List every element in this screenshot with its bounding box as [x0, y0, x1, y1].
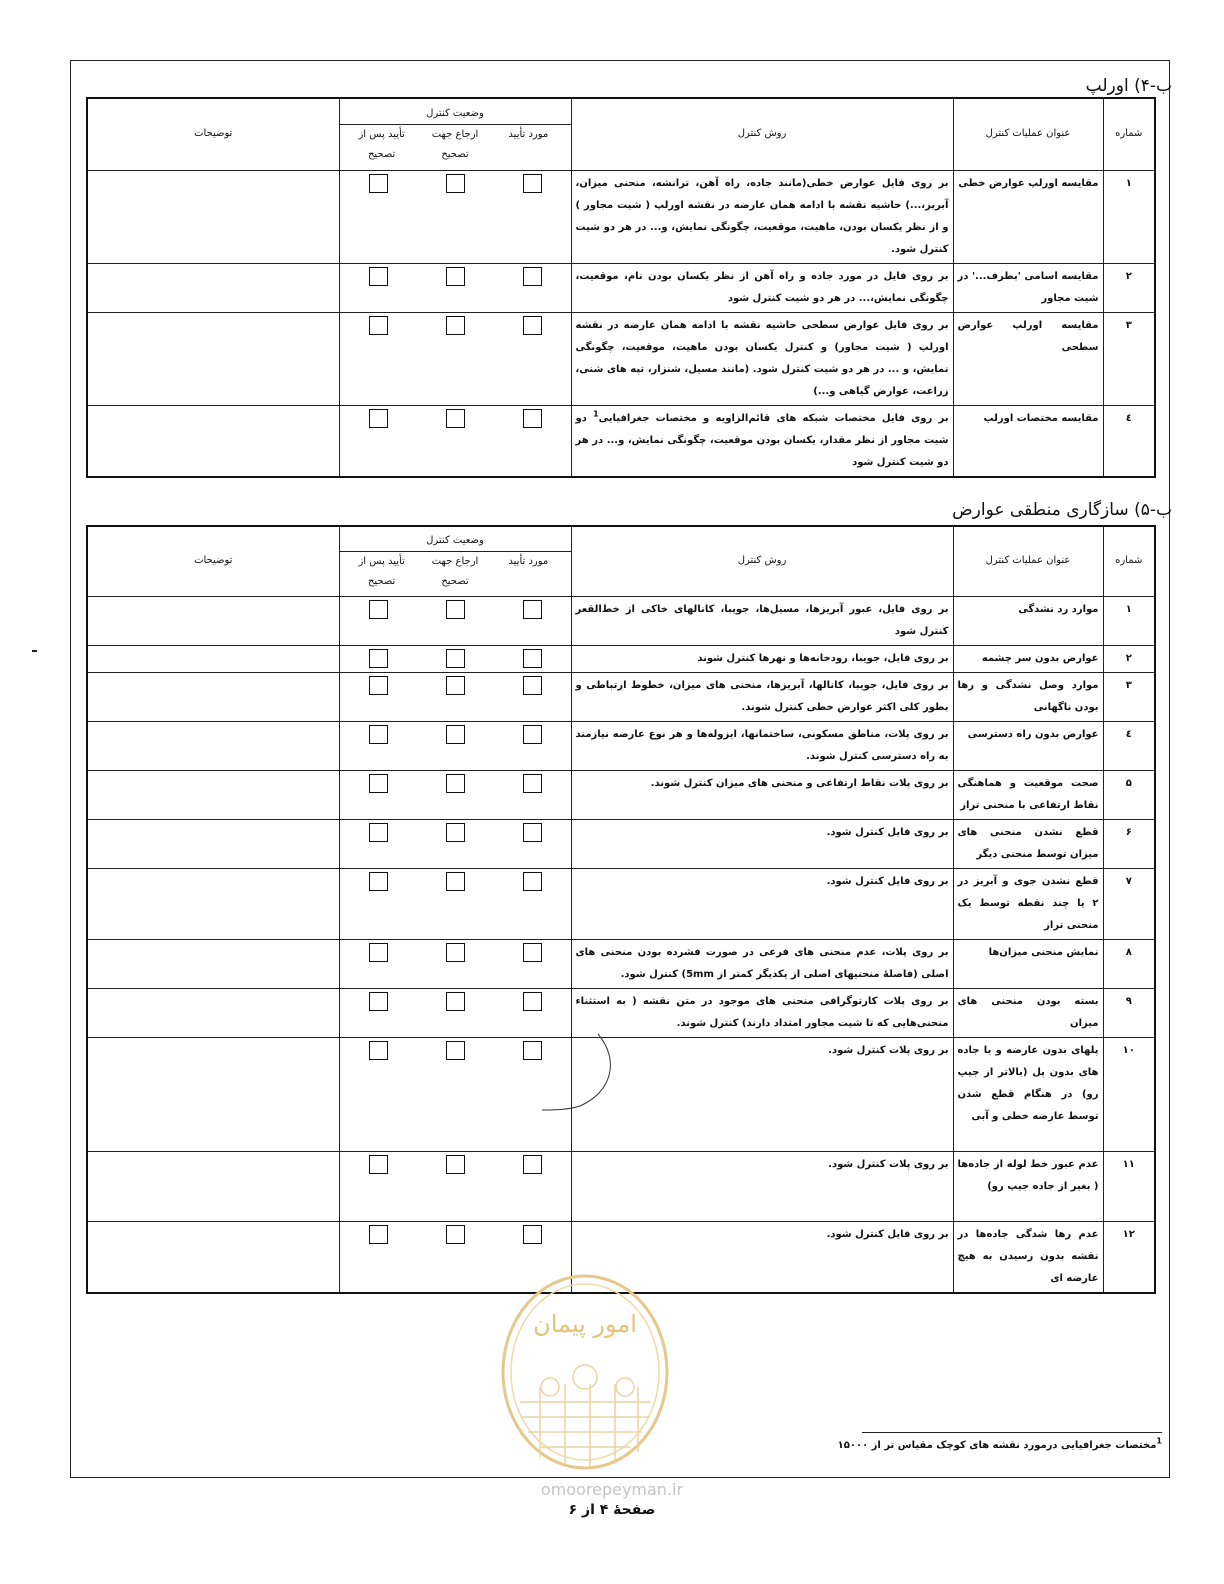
return-checkbox[interactable] — [446, 1225, 465, 1244]
return-checkbox[interactable] — [446, 174, 465, 193]
site-watermark: omoorepeyman.ir — [540, 1480, 684, 1499]
row-number: ۸ — [1103, 939, 1155, 988]
table-row — [87, 868, 1155, 939]
footnote-text: مختصات جغرافیایی درمورد نقشه های کوچک مقیاس تر از ۱۵۰۰۰ — [837, 1440, 1157, 1451]
after-correction-checkbox[interactable] — [369, 943, 388, 962]
header-status-label: وضعیت کنترل — [340, 531, 571, 552]
table-row — [87, 819, 1155, 868]
approved-checkbox[interactable] — [523, 872, 542, 891]
return-checkbox[interactable] — [446, 823, 465, 842]
row-number: ۳ — [1103, 312, 1155, 405]
row-method: بر روی فایل کنترل شود. — [571, 819, 953, 868]
approved-checkbox[interactable] — [523, 774, 542, 793]
seal-text: امور پیمان — [533, 1310, 637, 1338]
row-title: عدم رها شدگی جاده‌ها در نقشه بدون رسیدن به هیچ عارضه ای — [953, 1221, 1103, 1293]
row-notes[interactable] — [87, 672, 339, 721]
row-status — [339, 1151, 571, 1221]
row-notes[interactable] — [87, 819, 339, 868]
row-status — [339, 596, 571, 645]
footnote-mark: 1 — [1156, 1436, 1162, 1446]
row-method: بر روی پلات کنترل شود. — [571, 1151, 953, 1221]
after-correction-checkbox[interactable] — [369, 1155, 388, 1174]
header-number: شماره — [1103, 98, 1155, 170]
row-number: ۲ — [1103, 645, 1155, 672]
return-checkbox[interactable] — [446, 649, 465, 668]
after-correction-checkbox[interactable] — [369, 267, 388, 286]
row-status — [339, 1037, 571, 1151]
header-approved: مورد تأیید — [508, 555, 549, 567]
approved-checkbox[interactable] — [523, 823, 542, 842]
row-status — [339, 868, 571, 939]
approved-checkbox[interactable] — [523, 267, 542, 286]
row-title: پلهای بدون عارضه و یا جاده های بدون پل (بالاتر از جیپ رو) در هنگام قطع شدن توسط عارضه خطی و آبی — [953, 1037, 1103, 1151]
row-notes[interactable] — [87, 1037, 339, 1151]
header-method: روش کنترل — [571, 98, 953, 170]
row-number: ٤ — [1103, 721, 1155, 770]
after-correction-checkbox[interactable] — [369, 600, 388, 619]
table-row — [87, 939, 1155, 988]
row-status — [339, 939, 571, 988]
header-status-sub — [340, 125, 571, 165]
pen-scribble — [540, 1030, 620, 1120]
row-status — [339, 672, 571, 721]
after-correction-checkbox[interactable] — [369, 992, 388, 1011]
header-title: عنوان عملیات کنترل — [953, 98, 1103, 170]
header-return: ارجاع جهت تصحیح — [431, 128, 479, 160]
after-correction-checkbox[interactable] — [369, 1225, 388, 1244]
approved-checkbox[interactable] — [523, 943, 542, 962]
row-method: بر روی فایل، جویبا، رودخانه‌ها و نهرها کنترل شوند — [571, 645, 953, 672]
row-number: ۱۲ — [1103, 1221, 1155, 1293]
row-notes[interactable] — [87, 770, 339, 819]
return-checkbox[interactable] — [446, 725, 465, 744]
row-title: مقایسه اورلپ عوارض سطحی — [953, 312, 1103, 405]
row-method: بر روی پلات، مناطق مسکونی، ساختمانها، ایزوله‌ها و هر نوع عارضه نیازمند به راه دسترسی کنترل شوند. — [571, 721, 953, 770]
header-number: شماره — [1103, 526, 1155, 596]
row-method-part: بر روی فایل مختصات شبکه های قائم‌الزاویه و مختصات جغرافیایی — [598, 412, 949, 424]
row-notes[interactable] — [87, 988, 339, 1037]
approved-checkbox[interactable] — [523, 409, 542, 428]
approved-checkbox[interactable] — [523, 725, 542, 744]
table-header-row — [87, 98, 1155, 170]
row-method: بر روی فایل، جویبا، کانالها، آبریزها، منحنی های میزان، خطوط ارتباطی و بطور کلی اکثر عوارض خطی کنترل شوند. — [571, 672, 953, 721]
row-number: ۱۱ — [1103, 1151, 1155, 1221]
footnote-reference: 1 — [593, 409, 599, 419]
approved-checkbox[interactable] — [523, 600, 542, 619]
header-notes: توضیحات — [87, 98, 339, 170]
after-correction-checkbox[interactable] — [369, 316, 388, 335]
return-checkbox[interactable] — [446, 600, 465, 619]
after-correction-checkbox[interactable] — [369, 774, 388, 793]
row-number: ۱ — [1103, 596, 1155, 645]
header-after: تأیید پس از تصحیح — [358, 555, 405, 587]
page-number: صفحهٔ ۴ از ۶ — [568, 1502, 656, 1518]
after-correction-checkbox[interactable] — [369, 872, 388, 891]
row-notes[interactable] — [87, 263, 339, 312]
row-status — [339, 170, 571, 263]
row-method — [571, 405, 953, 477]
row-method: بر روی پلات کنترل شود. — [571, 1037, 953, 1151]
table-row — [87, 721, 1155, 770]
row-method: بر روی فایل در مورد جاده و راه آهن از نظر یکسان بودن نام، موقعیت، چگونگی نمایش،... در هر دو شیت کنترل شود — [571, 263, 953, 312]
return-checkbox[interactable] — [446, 872, 465, 891]
row-notes[interactable] — [87, 1151, 339, 1221]
row-title: مقایسه اسامی 'بطرف...' در شیت مجاور — [953, 263, 1103, 312]
row-title: صحت موقعیت و هماهنگی نقاط ارتفاعی با منحنی تراز — [953, 770, 1103, 819]
after-correction-checkbox[interactable] — [369, 725, 388, 744]
header-status-sub — [340, 552, 571, 592]
row-status — [339, 988, 571, 1037]
row-title: قطع نشدن جوی و آبریز در ۲ یا چند نقطه توسط یک منحنی تراز — [953, 868, 1103, 939]
return-checkbox[interactable] — [446, 409, 465, 428]
row-title: بسته بودن منحنی های میزان — [953, 988, 1103, 1037]
header-status-label: وضعیت کنترل — [340, 104, 571, 125]
header-return: ارجاع جهت تصحیح — [431, 555, 479, 587]
row-method: بر روی پلات کارتوگرافی منحنی های موجود در متن نقشه ( به استثناء منحنی‌هایی که تا شیت مجاور امتداد دارند) کنترل شوند. — [571, 988, 953, 1037]
footnote-separator — [862, 1432, 1162, 1433]
row-title: مقایسه مختصات اورلپ — [953, 405, 1103, 477]
row-status — [339, 770, 571, 819]
row-status — [339, 721, 571, 770]
row-notes[interactable] — [87, 170, 339, 263]
row-status — [339, 645, 571, 672]
return-checkbox[interactable] — [446, 1155, 465, 1174]
after-correction-checkbox[interactable] — [369, 409, 388, 428]
footnote — [837, 1436, 1162, 1451]
logical-consistency-table — [86, 525, 1156, 1294]
row-title: نمایش منحنی میزان‌ها — [953, 939, 1103, 988]
margin-mark — [32, 650, 37, 652]
row-method: بر روی فایل کنترل شود. — [571, 1221, 953, 1293]
approved-checkbox[interactable] — [523, 1155, 542, 1174]
return-checkbox[interactable] — [446, 992, 465, 1011]
return-checkbox[interactable] — [446, 316, 465, 335]
row-status — [339, 312, 571, 405]
approved-checkbox[interactable] — [523, 1225, 542, 1244]
header-notes: توضیحات — [87, 526, 339, 596]
header-status — [339, 526, 571, 596]
row-method: بر روی فایل عوارض سطحی حاشیه نقشه با ادامه همان عارضه در نقشه اورلپ ( شیت مجاور) و کنترل یکسان بودن ماهیت، موقعیت، چگونگی نمایش، و ... در هر دو شیت کنترل شود. (مانند مسیل، شنزار، تپه های شنی، زراعت، عوارض گیاهی و...) — [571, 312, 953, 405]
return-checkbox[interactable] — [446, 1041, 465, 1060]
row-title: قطع نشدن منحنی های میزان توسط منحنی دیگر — [953, 819, 1103, 868]
row-notes[interactable] — [87, 868, 339, 939]
row-title: عدم عبور خط لوله از جاده‌ها ( بغیر از جاده جیپ رو) — [953, 1151, 1103, 1221]
row-notes[interactable] — [87, 645, 339, 672]
approved-checkbox[interactable] — [523, 676, 542, 695]
row-notes[interactable] — [87, 312, 339, 405]
header-status — [339, 98, 571, 170]
seal-watermark — [500, 1272, 670, 1472]
header-title: عنوان عملیات کنترل — [953, 526, 1103, 596]
section-title-overlap: ب-۴) اورلپ — [1085, 76, 1172, 96]
row-method: بر روی پلات نقاط ارتفاعی و منحنی های میزان کنترل شوند. — [571, 770, 953, 819]
row-number: ۱۰ — [1103, 1037, 1155, 1151]
table-row — [87, 1151, 1155, 1221]
after-correction-checkbox[interactable] — [369, 823, 388, 842]
table-row — [87, 596, 1155, 645]
return-checkbox[interactable] — [446, 676, 465, 695]
table-row — [87, 312, 1155, 405]
table-header-row — [87, 526, 1155, 596]
row-number: ۶ — [1103, 819, 1155, 868]
row-method: بر روی فایل عوارض خطی(مانند جاده، راه آهن، ترانشه، منحنی میزان، آبریز،...) حاشیه نقشه با ادامه همان عارضه در نقشه اورلپ ( شیت مجاور ) و از نظر یکسان بودن، ماهیت، موقعیت، چگونگی نمایش، و... در هر دو شیت کنترل شود. — [571, 170, 953, 263]
after-correction-checkbox[interactable] — [369, 649, 388, 668]
row-number: ٤ — [1103, 405, 1155, 477]
approved-checkbox[interactable] — [523, 1041, 542, 1060]
approved-checkbox[interactable] — [523, 649, 542, 668]
row-notes[interactable] — [87, 1221, 339, 1293]
return-checkbox[interactable] — [446, 774, 465, 793]
row-number: ۲ — [1103, 263, 1155, 312]
table-row — [87, 672, 1155, 721]
row-method-part: دو شیت مجاور از نظر مقدار، یکسان بودن موقعیت، چگونگی نمایش، و... در هر دو شیت کنترل شود — [575, 412, 949, 468]
table-row — [87, 263, 1155, 312]
header-approved: مورد تأیید — [508, 128, 549, 140]
return-checkbox[interactable] — [446, 267, 465, 286]
after-correction-checkbox[interactable] — [369, 676, 388, 695]
row-notes[interactable] — [87, 939, 339, 988]
row-number: ۹ — [1103, 988, 1155, 1037]
row-title: عوارض بدون راه دسترسی — [953, 721, 1103, 770]
row-title: موارد وصل نشدگی و رها بودن ناگهانی — [953, 672, 1103, 721]
approved-checkbox[interactable] — [523, 316, 542, 335]
table-row — [87, 1037, 1155, 1151]
row-status — [339, 263, 571, 312]
row-status — [339, 819, 571, 868]
row-method: بر روی پلات، عدم منحنی های فرعی در صورت فشرده بودن منحنی های اصلی (فاصلهٔ منحنیهای اصلی از یکدیگر کمتر از 5mm) کنترل شود. — [571, 939, 953, 988]
row-title: عوارض بدون سر چشمه — [953, 645, 1103, 672]
row-title: موارد رد نشدگی — [953, 596, 1103, 645]
row-status — [339, 405, 571, 477]
overlap-control-table — [86, 97, 1156, 478]
table-row — [87, 170, 1155, 263]
approved-checkbox[interactable] — [523, 992, 542, 1011]
return-checkbox[interactable] — [446, 943, 465, 962]
row-notes[interactable] — [87, 721, 339, 770]
row-notes[interactable] — [87, 596, 339, 645]
table-row — [87, 770, 1155, 819]
row-number: ۳ — [1103, 672, 1155, 721]
row-method: بر روی فایل کنترل شود. — [571, 868, 953, 939]
row-number: ۵ — [1103, 770, 1155, 819]
row-method: بر روی فایل، عبور آبریزها، مسیل‌ها، جویبا، کانالهای خاکی از خط‌القعر کنترل شود — [571, 596, 953, 645]
row-number: ۷ — [1103, 868, 1155, 939]
header-after: تأیید پس از تصحیح — [358, 128, 405, 160]
approved-checkbox[interactable] — [523, 174, 542, 193]
table-row — [87, 645, 1155, 672]
table-row — [87, 405, 1155, 477]
after-correction-checkbox[interactable] — [369, 174, 388, 193]
after-correction-checkbox[interactable] — [369, 1041, 388, 1060]
row-number: ۱ — [1103, 170, 1155, 263]
row-notes[interactable] — [87, 405, 339, 477]
section-title-logical-consistency: ب-۵) سازگاری منطقی عوارض — [952, 500, 1172, 520]
header-method: روش کنترل — [571, 526, 953, 596]
row-title: مقایسه اورلپ عوارض خطی — [953, 170, 1103, 263]
table-row — [87, 988, 1155, 1037]
